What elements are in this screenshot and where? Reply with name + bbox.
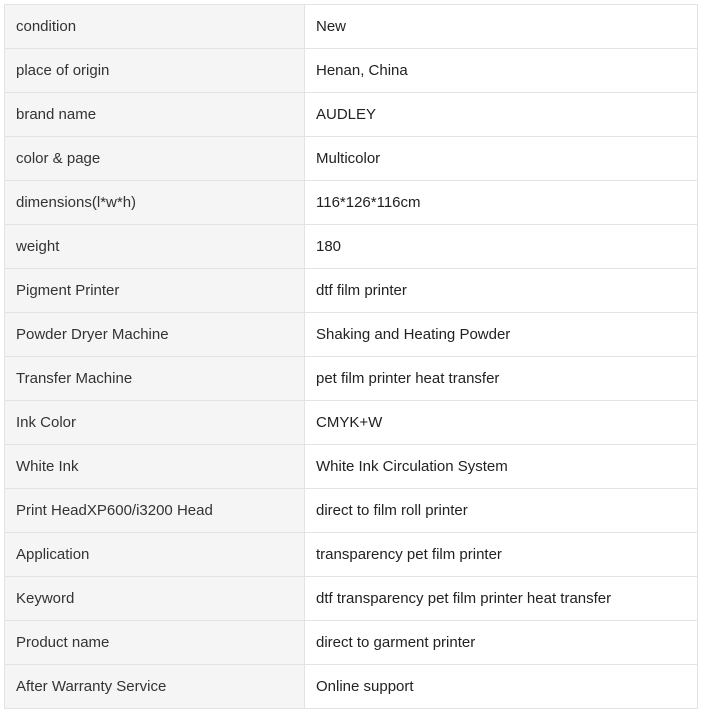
spec-label: Product name: [5, 621, 305, 665]
table-row: [5, 313, 698, 357]
spec-value: 180: [305, 225, 698, 269]
spec-value: direct to film roll printer: [305, 489, 698, 533]
spec-label: Print HeadXP600/i3200 Head: [5, 489, 305, 533]
spec-label: Ink Color: [5, 401, 305, 445]
spec-label: Powder Dryer Machine: [5, 313, 305, 357]
table-row: [5, 357, 698, 401]
spec-value: dtf film printer: [305, 269, 698, 313]
table-row: [5, 621, 698, 665]
table-row: [5, 225, 698, 269]
spec-label: Pigment Printer: [5, 269, 305, 313]
spec-table-body: [5, 5, 698, 709]
spec-label: After Warranty Service: [5, 665, 305, 709]
spec-value: New: [305, 5, 698, 49]
table-row: [5, 489, 698, 533]
spec-value: AUDLEY: [305, 93, 698, 137]
table-row: [5, 665, 698, 709]
spec-label: color & page: [5, 137, 305, 181]
table-row: [5, 269, 698, 313]
spec-value: pet film printer heat transfer: [305, 357, 698, 401]
spec-value: Multicolor: [305, 137, 698, 181]
spec-value: Shaking and Heating Powder: [305, 313, 698, 357]
spec-value: direct to garment printer: [305, 621, 698, 665]
table-row: [5, 93, 698, 137]
spec-value: 116*126*116cm: [305, 181, 698, 225]
spec-label: White Ink: [5, 445, 305, 489]
table-row: [5, 577, 698, 621]
spec-value: dtf transparency pet film printer heat transfer: [305, 577, 698, 621]
spec-label: Application: [5, 533, 305, 577]
spec-value: Henan, China: [305, 49, 698, 93]
table-row: [5, 137, 698, 181]
spec-value: White Ink Circulation System: [305, 445, 698, 489]
table-row: [5, 533, 698, 577]
spec-value: transparency pet film printer: [305, 533, 698, 577]
product-spec-table: [4, 4, 698, 709]
spec-label: place of origin: [5, 49, 305, 93]
spec-value: Online support: [305, 665, 698, 709]
table-row: [5, 5, 698, 49]
table-row: [5, 401, 698, 445]
spec-label: condition: [5, 5, 305, 49]
spec-label: Keyword: [5, 577, 305, 621]
spec-label: Transfer Machine: [5, 357, 305, 401]
spec-value: CMYK+W: [305, 401, 698, 445]
spec-label: dimensions(l*w*h): [5, 181, 305, 225]
spec-label: brand name: [5, 93, 305, 137]
spec-label: weight: [5, 225, 305, 269]
table-row: [5, 49, 698, 93]
table-row: [5, 181, 698, 225]
table-row: [5, 445, 698, 489]
